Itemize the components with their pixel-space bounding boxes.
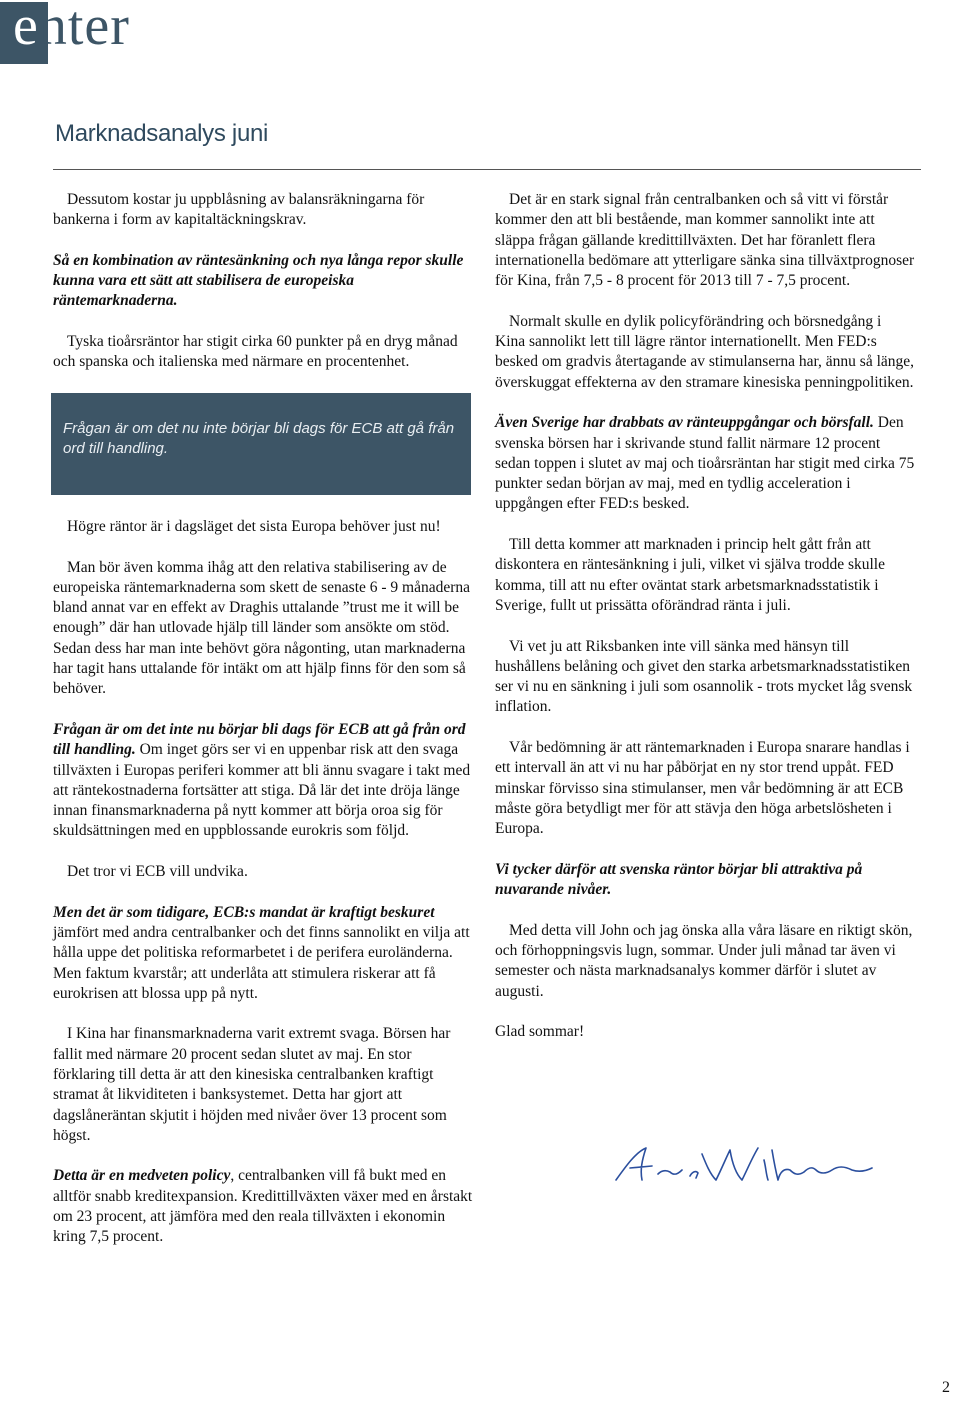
pull-quote-box: Frågan är om det nu inte börjar bli dags för ECB att gå från ord till handling. xyxy=(51,393,471,495)
emphasis-lead: Detta är en medveten policy xyxy=(53,1167,231,1185)
paragraph: Detta är en medveten policy, centralbanken vill få bukt med en alltför snabb kreditexpansion. Kredittillväxten växer med en årstakt om 23 procent, att jämföra med den reala tillväxten i ekonomin kring 7,5 procent. xyxy=(53,1167,473,1246)
paragraph: Högre räntor är i dagsläget det sista Europa behöver just nu! xyxy=(67,517,441,535)
paragraph: Normalt skulle en dylik policyförändring och börsnedgång i Kina sannolikt lett till lägre räntor internationellt. Men FED:s besked om gradvis återtagande av stimulanserna har, ännu så länge, överskuggat effekterna av den stramare kinesiska penningpolitiken. xyxy=(495,312,915,391)
logo-wordmark: enter xyxy=(13,0,130,57)
page-number: 2 xyxy=(942,1379,950,1396)
paragraph: Dessutom kostar ju uppblåsning av balansräkningarna för bankerna i form av kapitaltäckningskrav. xyxy=(53,191,425,229)
paragraph: Även Sverige har drabbats av ränteuppgångar och börsfall. Den svenska börsen har i skrivande stund fallit närmare 12 procent sedan toppen i slutet av maj och tioårsräntan har stigit med cirka 75 punkter sedan början av maj, med en tydlig acceleration i uppgången efter FED:s besked. xyxy=(495,414,915,513)
handwritten-signature xyxy=(612,1140,882,1190)
paragraph: Det är en stark signal från centralbanken och så vitt vi förstår kommer den att bli bestående, man kommer sannolikt inte att släppa frågan gällande kredittillväxten. Det har föranlett flera internationella bedömare att ytterligare sänka sina tillväxtprognoser för Kina, från 7,5 - 8 procent för 2013 till 7 - 7,5 procent. xyxy=(495,191,915,290)
paragraph: Det tror vi ECB vill undvika. xyxy=(67,863,248,881)
paragraph: Vi vet ju att Riksbanken inte vill sänka med hänsyn till hushållens belåning och givet den starka arbetsmarknadsstatistiken ser vi nu en sänkning i juli som osannolik - trots mycket låg svensk inflation. xyxy=(495,637,913,716)
paragraph: Man bör även komma ihåg att den relativa stabilisering av de europeiska räntemarknaderna som skett de senaste 6 - 9 månaderna bland annat var en effekt av Draghis uttalande ”trust me it will be enough” där han utlovade hjälp till länder som ansökte om stöd. Sedan dess har man inte behövt göra någonting, utan marknaderna har tagit hans uttalande för intäkt om att hjälp finns för den som så behöver. xyxy=(53,558,471,698)
paragraph: Frågan är om det inte nu börjar bli dags för ECB att gå från ord till handling. Om inget görs ser vi en uppenbar risk att den svaga tillväxten i Europas periferi kommer att bli ännu svagare i takt med att räntekostnaderna fortsätter att stiga. Då lär det inte dröja länge innan finansmarknaderna på nytt kommer att börja oroa sig för skuldsättningen med en uppblossande eurokris som följd. xyxy=(53,720,471,840)
page-title: Marknadsanalys juni xyxy=(55,120,269,147)
paragraph: Vår bedömning är att räntemarknaden i Europa snarare handlas i ett intervall än att vi nu har påbörjat en ny stor trend uppåt. FED minskar förvisso sina stimulanser, men vår bedömning är att ECB måste göra betydligt mer för att stävja den höga arbetslösheten i Europa. xyxy=(495,739,910,838)
paragraph: Men det är som tidigare, ECB:s mandat är kraftigt beskuret jämfört med andra centralbanker och det finns sannolikt en vilja att hålla uppe det politiska reformarbetet i de perifera euroländerna. Men faktum kvarstår; att underlåta att stimulera riskerar att få eurokrisen att blossa upp på nytt. xyxy=(53,903,470,1002)
paragraph: I Kina har finansmarknaderna varit extremt svaga. Börsen har fallit med närmare 20 procent sedan slutet av maj. En stor förklaring till detta är att den kinesiska centralbanken kraftigt stramat åt likviditeten i banksystemet. Detta har gjort att dagslåneräntan skjutit i höjden med nivåer över 13 procent som högst. xyxy=(53,1025,451,1144)
emphasis-lead: Även Sverige har drabbats av ränteuppgångar och börsfall. xyxy=(495,414,874,432)
left-column xyxy=(53,190,473,1268)
right-column xyxy=(495,190,915,1063)
emphasis-lead: Frågan är om det inte nu börjar bli dags för ECB att gå från ord till handling. xyxy=(53,720,466,759)
emphasis-paragraph: Så en kombination av räntesänkning och nya långa repor skulle kunna vara ett sätt att stabilisera de europeiska räntemarknaderna. xyxy=(53,251,464,310)
emphasis-paragraph: Vi tycker därför att svenska räntor börjar bli attraktiva på nuvarande nivåer. xyxy=(495,860,863,899)
paragraph: Till detta kommer att marknaden i princip helt gått från att diskontera en räntesänkning i juli, vilket vi själva trodde skulle komma, till att nu efter oväntat stark arbetsmarknadsstatistik i Sverige, fullt ut prissätta oförändrad ränta i juli. xyxy=(495,536,885,614)
paragraph: Tyska tioårsräntor har stigit cirka 60 punkter på en dryg månad och spanska och italienska med närmare en procentenhet. xyxy=(53,333,458,371)
emphasis-lead: Men det är som tidigare, ECB:s mandat är kraftigt beskuret xyxy=(53,903,435,921)
title-rule xyxy=(53,169,921,170)
paragraph: Med detta vill John och jag önska alla våra läsare en riktigt skön, och förhoppningsvis lugn, sommar. Under juli månad tar även vi semester och nästa marknadsanalys kommer därför i slutet av augusti. xyxy=(495,921,913,1000)
sign-off: Glad sommar! xyxy=(495,1023,585,1041)
